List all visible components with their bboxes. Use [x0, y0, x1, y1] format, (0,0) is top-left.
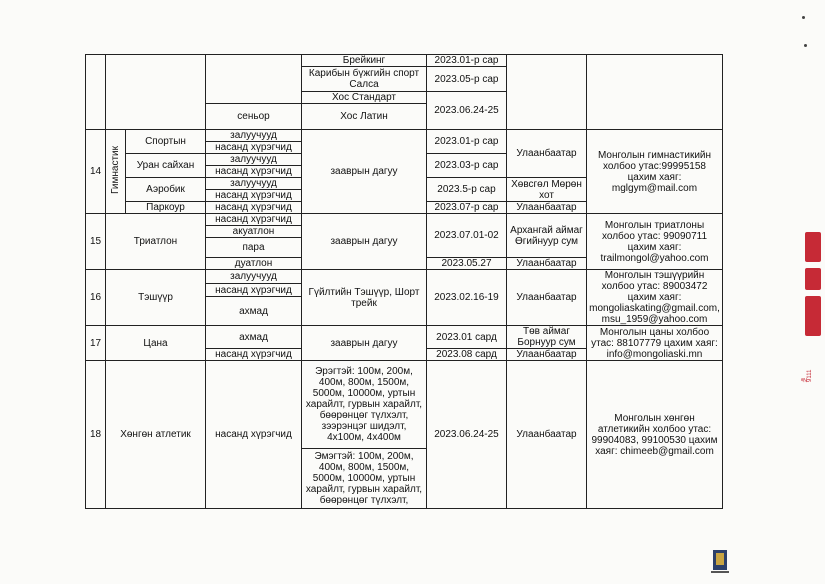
- place-cell: [507, 55, 587, 130]
- scan-mark: [804, 44, 807, 47]
- date-cell: 2023.03-р сар: [427, 154, 507, 178]
- place-cell: Архангай аймаг Өгийнуур сум: [507, 214, 587, 258]
- sport-cell: Цана: [106, 326, 206, 361]
- category-cell: насанд хүрэгчид: [206, 214, 302, 226]
- category-cell: насанд хүрэгчид: [206, 166, 302, 178]
- date-cell: 2023.06.24-25: [427, 92, 507, 130]
- no-cell: 14: [86, 130, 106, 214]
- date-cell: 2023.01-р сар: [427, 130, 507, 154]
- category-cell: [206, 55, 302, 104]
- contact-cell: Монголын гимнастикийн холбоо утас:99995158 цахим хаяг: mglgym@mail.com: [587, 130, 723, 214]
- event-cell: зааврын дагуу: [302, 326, 427, 361]
- no-cell: 16: [86, 270, 106, 326]
- event-cell: Хос Стандарт: [302, 92, 427, 104]
- event-cell: Карибын бүжгийн спорт Салса: [302, 67, 427, 92]
- category-cell: пара: [206, 238, 302, 258]
- place-cell: Улаанбаатар: [507, 349, 587, 361]
- table-row: [86, 130, 723, 142]
- category-cell: ахмад: [206, 326, 302, 349]
- no-cell: 17: [86, 326, 106, 361]
- sub-cell: Аэробик: [126, 178, 206, 202]
- table-row: [86, 361, 723, 449]
- sport-cell: Тэшүүр: [106, 270, 206, 326]
- date-cell: 2023.5-р сар: [427, 178, 507, 202]
- table-row: [86, 214, 723, 226]
- date-cell: 2023.05-р сар: [427, 67, 507, 92]
- registration-stamp: [799, 232, 825, 382]
- place-cell: Улаанбаатар: [507, 270, 587, 326]
- event-cell: Брейкинг: [302, 55, 427, 67]
- table-row: [86, 326, 723, 349]
- place-cell: Хөвсгөл Мөрөн хот: [507, 178, 587, 202]
- scan-mark: [802, 16, 805, 19]
- place-cell: Улаанбаатар: [507, 130, 587, 178]
- sport-cell: Триатлон: [106, 214, 206, 270]
- sport-label: Гимнастик: [110, 146, 121, 194]
- date-cell: 2023.07-р сар: [427, 202, 507, 214]
- event-cell: Эмэгтэй: 100м, 200м, 400м, 800м, 1500м, 5000м, 10000м, уртын харайлт, гурвын харайлт, бөөрөнцөг түлхэлт,: [302, 449, 427, 509]
- category-cell: акуатлон: [206, 226, 302, 238]
- sub-cell: Паркоур: [126, 202, 206, 214]
- contact-cell: Монголын триатлоны холбоо утас: 99090711 цахим хаяг: trailmongol@yahoo.com: [587, 214, 723, 270]
- event-cell: зааврын дагуу: [302, 130, 427, 214]
- sport-cell: [106, 55, 206, 130]
- category-cell: насанд хүрэгчид: [206, 349, 302, 361]
- category-cell: залуучууд: [206, 154, 302, 166]
- contact-cell: Монголын цаны холбоо утас: 88107779 цахим хаяг: info@mongoliaski.mn: [587, 326, 723, 361]
- place-cell: Улаанбаатар: [507, 258, 587, 270]
- event-cell: Эрэгтэй: 100м, 200м, 400м, 800м, 1500м, 5000м, 10000м, уртын харайлт, гурвын харайлт, бөөрөнцөг түлхэлт, зээрэнцэг шидэлт, 4х100м, 4х400м: [302, 361, 427, 449]
- date-cell: 2023.06.24-25: [427, 361, 507, 509]
- date-cell: 2023.05.27: [427, 258, 507, 270]
- sport-vertical-cell: [106, 130, 126, 214]
- schedule-table: [85, 54, 723, 509]
- event-cell: Гүйлтийн Тэшүүр, Шорт трейк: [302, 270, 427, 326]
- date-cell: 2023.07.01-02: [427, 214, 507, 258]
- category-cell: насанд хүрэгчид: [206, 202, 302, 214]
- place-cell: Төв аймаг Борнуур сум: [507, 326, 587, 349]
- date-cell: 2023.02.16-19: [427, 270, 507, 326]
- category-cell: залуучууд: [206, 270, 302, 284]
- stamp-number: № 9111: [801, 369, 813, 382]
- category-cell: ахмад: [206, 297, 302, 326]
- category-cell: насанд хүрэгчид: [206, 361, 302, 509]
- no-cell: 18: [86, 361, 106, 509]
- category-cell: залуучууд: [206, 130, 302, 142]
- category-cell: залуучууд: [206, 178, 302, 190]
- table-row: [86, 55, 723, 67]
- event-cell: Хос Латин: [302, 104, 427, 130]
- sport-cell: Хөнгөн атлетик: [106, 361, 206, 509]
- date-cell: 2023.01 сард: [427, 326, 507, 349]
- contact-cell: Монголын хөнгөн атлетикийн холбоо утас: 99904083, 99100530 цахим хаяг: chimeeb@gmail.com: [587, 361, 723, 509]
- event-cell: зааврын дагуу: [302, 214, 427, 270]
- category-cell: дуатлон: [206, 258, 302, 270]
- category-cell: насанд хүрэгчид: [206, 142, 302, 154]
- no-cell: 15: [86, 214, 106, 270]
- date-cell: 2023.08 сард: [427, 349, 507, 361]
- contact-cell: Монголын тэшүүрийн холбоо утас: 89003472 цахим хаяг: mongoliaskating@gmail.com, msu_1959@yahoo.com: [587, 270, 723, 326]
- sub-cell: Уран сайхан: [126, 154, 206, 178]
- contact-cell: [587, 55, 723, 130]
- place-cell: Улаанбаатар: [507, 202, 587, 214]
- category-cell: насанд хүрэгчид: [206, 190, 302, 202]
- sub-cell: Спортын: [126, 130, 206, 154]
- place-cell: Улаанбаатар: [507, 361, 587, 509]
- emblem-icon: [709, 548, 731, 576]
- table-row: [86, 270, 723, 284]
- no-cell: [86, 55, 106, 130]
- date-cell: 2023.01-р сар: [427, 55, 507, 67]
- category-cell: сеньор: [206, 104, 302, 130]
- category-cell: насанд хүрэгчид: [206, 283, 302, 297]
